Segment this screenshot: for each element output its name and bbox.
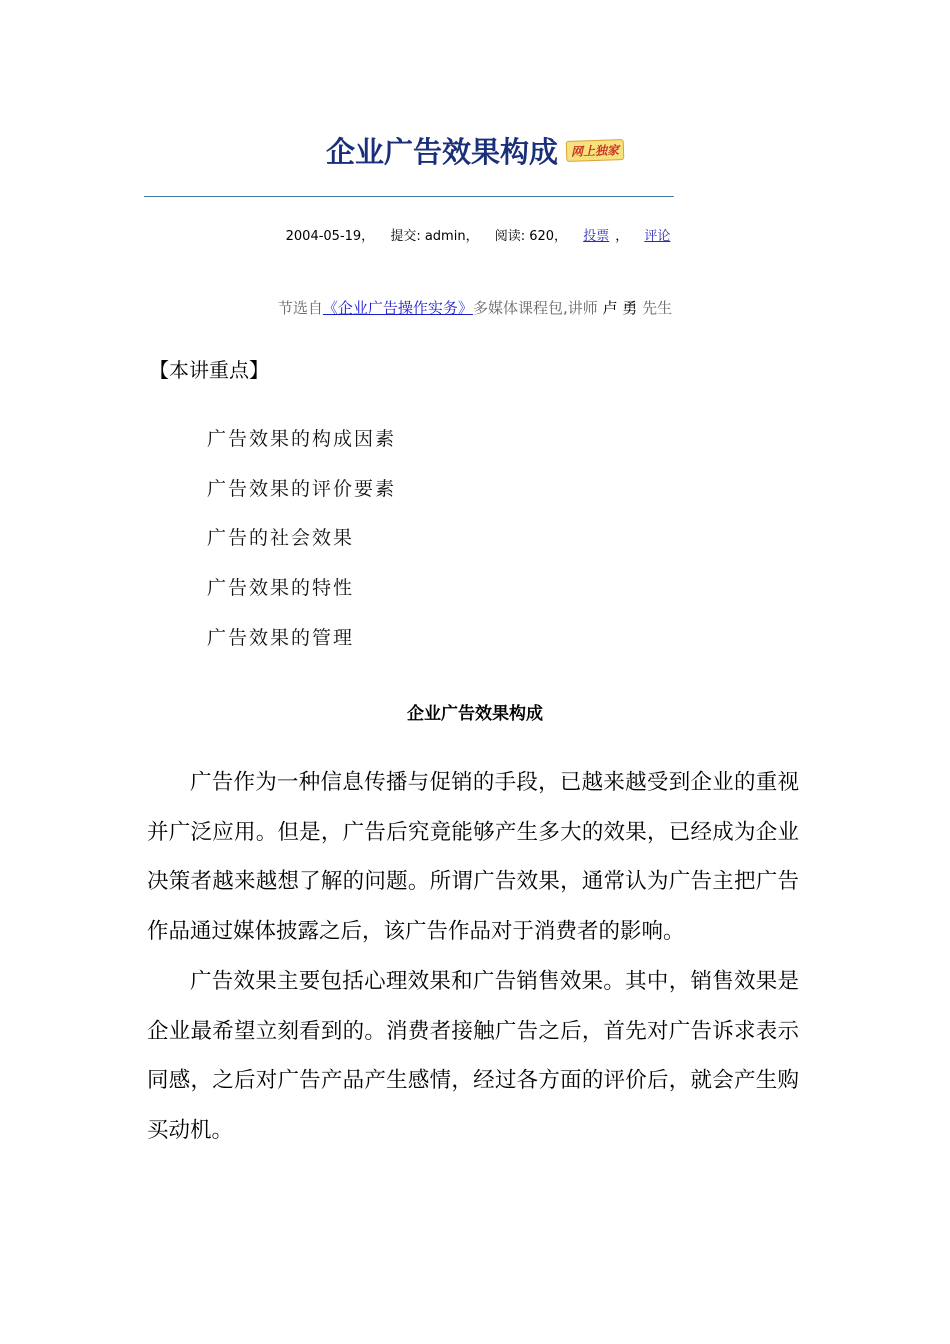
key-point-item: 广告效果的特性 xyxy=(207,577,355,600)
source-line xyxy=(0,297,950,318)
meta-vote-sep: ， xyxy=(615,229,629,244)
meta-reads: 阅读: 620， xyxy=(494,229,568,244)
title-row xyxy=(0,130,950,171)
body-paragraph-1: 广告作为一种信息传播与促销的手段，已越来越受到企业的重视并广泛应用。但是，广告后究竟能够产生多大的效果，已经成为企业决策者越来越想了解的问题。所谓广告效果，通常认为广告主把广告作品通过媒体披露之后，该广告作品对于消费者的影响。 xyxy=(147,770,799,945)
meta-submitter: 提交: admin， xyxy=(390,229,479,244)
key-points-heading: 【本讲重点】 xyxy=(149,358,269,382)
key-points-list xyxy=(207,424,396,672)
page-title: 企业广告效果构成 xyxy=(325,135,558,169)
key-point-item: 广告效果的构成因素 xyxy=(207,428,397,450)
article-meta xyxy=(0,225,950,244)
vote-link[interactable]: 投票 xyxy=(583,229,610,244)
meta-date: 2004-05-19， xyxy=(285,229,375,244)
source-middle: 多媒体课程包,讲师 xyxy=(472,299,598,317)
lecturer-name: 卢 勇 xyxy=(602,299,638,317)
title-divider xyxy=(144,196,674,197)
section-heading: 企业广告效果构成 xyxy=(407,704,543,724)
source-prefix: 节选自 xyxy=(277,299,323,317)
exclusive-badge: 网上独家 xyxy=(566,139,625,162)
source-suffix: 先生 xyxy=(642,299,673,317)
book-link[interactable]: 《企业广告操作实务》 xyxy=(322,299,473,317)
key-point-item: 广告效果的管理 xyxy=(207,626,355,649)
key-point-item: 广告效果的评价要素 xyxy=(207,477,397,500)
body-paragraph-2: 广告效果主要包括心理效果和广告销售效果。其中，销售效果是企业最希望立刻看到的。消费者接触广告之后，首先对广告诉求表示同感，之后对广告产品产生感情，经过各方面的评价后，就会产生购买动机。 xyxy=(147,969,799,1144)
comment-link[interactable]: 评论 xyxy=(644,229,671,244)
meta-vote xyxy=(583,229,634,244)
key-point-item: 广告的社会效果 xyxy=(207,527,355,550)
